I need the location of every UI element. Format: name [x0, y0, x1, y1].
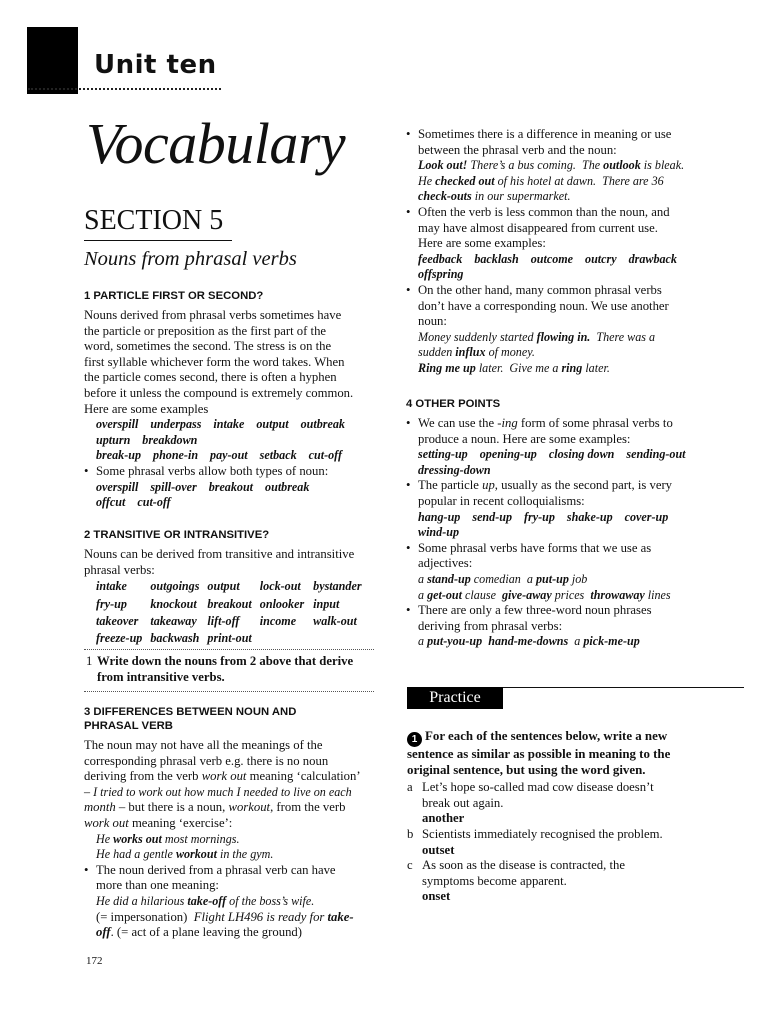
section-subtitle: Nouns from phrasal verbs [84, 248, 297, 270]
given-word: onset [422, 889, 451, 904]
section-title: SECTION 5 [84, 205, 224, 236]
text-line: between the phrasal verb and the noun: [418, 142, 617, 157]
task-box [84, 649, 374, 692]
example-line: He checked out of his hotel at dawn. There are 36 [418, 173, 664, 188]
text-line: work out meaning ‘exercise’: [84, 815, 233, 830]
text-line: • Sometimes there is a difference in meaning or use [418, 127, 672, 141]
example-line: Ring me up later. Give me a ring later. [418, 360, 610, 375]
unit-marker-block [27, 27, 78, 94]
example-line: check-outs in our supermarket. [418, 189, 571, 204]
example-row: break-up phone-in pay-out setback cut-off [96, 448, 342, 463]
table-row: fry-up knockout breakout onlooker input [96, 596, 340, 611]
item-letter: a [407, 780, 413, 795]
text-line: original sentence, but using the word given. [407, 762, 646, 777]
section-2-paragraph [84, 547, 384, 578]
text-line: may have almost disappeared from current use. [418, 220, 658, 235]
table-row: takeover takeaway lift-off income walk-out [96, 614, 357, 629]
table-row: freeze-up backwash print-out [96, 630, 252, 645]
section-1 [84, 290, 384, 511]
text-line: Nouns derived from phrasal verbs sometimes have [84, 308, 342, 322]
table-row: intake outgoings output lock-out bystander [96, 579, 362, 594]
given-word: outset [422, 842, 455, 857]
section-underline [84, 240, 232, 241]
list-item [407, 780, 747, 827]
text-line: (= impersonation) Flight LH496 is ready for take- [96, 909, 354, 924]
text-line: word, sometimes the second. The stress is on the [84, 339, 332, 354]
right-column-notes [406, 127, 746, 377]
text-line: first syllable whichever form the word takes. When [84, 354, 345, 369]
bullet-item [406, 416, 746, 478]
example-line: a get-out clause give-away prices throwaway lines [418, 587, 671, 602]
text-line: symptoms become apparent. [422, 873, 567, 888]
text-line: adjectives: [418, 556, 473, 571]
section-4 [406, 398, 746, 650]
section-2 [84, 529, 384, 647]
text-line: • On the other hand, many common phrasal verbs [418, 282, 662, 297]
example-row: overspill spill-over breakout outbreak [96, 479, 310, 494]
text-line: Nouns can be derived from transitive and intransitive [84, 547, 355, 561]
text-line: more than one meaning: [96, 878, 219, 893]
unit-title: Unit ten [94, 50, 217, 80]
text-line: corresponding phrasal verb e.g. there is no noun [84, 753, 329, 768]
text-line: • We can use the -ing form of some phrasal verbs to [418, 416, 673, 430]
section-3 [84, 706, 384, 941]
text-line: produce a noun. Here are some examples: [418, 431, 631, 446]
example-line: He did a hilarious take-off of the boss’s wife. [96, 893, 315, 908]
text-line: • The noun derived from a phrasal verb can have [96, 862, 336, 877]
example-row: offcut cut-off [96, 495, 171, 510]
section-1-heading: 1 PARTICLE FIRST OR SECOND? [84, 290, 264, 302]
example-row: setting-up opening-up closing down sending-out [418, 447, 686, 462]
text-line: popular in recent colloquialisms: [418, 493, 585, 508]
dotted-rule [28, 88, 221, 90]
page-number: 172 [86, 955, 103, 967]
text-line: • There are only a few three-word noun phrases [418, 603, 652, 618]
example-line: He had a gentle workout in the gym. [96, 847, 274, 862]
practice-label: Practice [407, 687, 503, 709]
example-row: wind-up [418, 525, 459, 540]
text-line: 1 For each of the sentences below, write a new [407, 729, 747, 747]
section-1-paragraph [84, 308, 384, 417]
text-line: noun: [418, 314, 447, 329]
practice-instruction [407, 729, 747, 778]
text-line: – I tried to work out how much I needed to live on each [84, 784, 352, 799]
bullet-item [406, 603, 746, 650]
bullet-item [406, 478, 746, 540]
text-line: Here are some examples [84, 401, 209, 416]
bullet-item [406, 127, 746, 205]
task-text [84, 654, 374, 685]
section-2-heading: 2 TRANSITIVE OR INTRANSITIVE? [84, 529, 270, 541]
text-line: • The particle up, usually as the second part, is very [418, 478, 673, 493]
section-3-paragraph [84, 738, 384, 832]
text-line: As soon as the disease is contracted, the [422, 858, 625, 873]
example-row: upturn breakdown [96, 432, 198, 447]
text-line: sentence as similar as possible in meaning to the [407, 747, 671, 761]
bullet-item [84, 863, 384, 941]
example-row: offspring [418, 267, 464, 282]
text-line: don’t have a corresponding noun. We use another [418, 298, 669, 313]
list-item [407, 858, 747, 905]
text-line: month – but there is a noun, workout, from the verb [84, 800, 346, 815]
example-row: feedback backlash outcome outcry drawback [418, 251, 677, 266]
item-letter: c [407, 858, 413, 873]
practice-section [407, 729, 747, 905]
text-line: 3 DIFFERENCES BETWEEN NOUN AND [84, 706, 297, 718]
example-line: Look out! There’s a bus coming. The outlook is bleak. [418, 158, 685, 173]
example-line: a put-you-up hand-me-downs a pick-me-up [418, 634, 640, 649]
section-4-heading: 4 OTHER POINTS [406, 398, 501, 410]
example-row: dressing-down [418, 462, 491, 477]
text-line: from intransitive verbs. [97, 669, 225, 684]
example-line: He works out most mornings. [96, 831, 240, 846]
noun-table [96, 578, 363, 646]
exercise-number-badge: 1 [407, 732, 422, 747]
text-line: Here are some examples: [418, 236, 546, 251]
text-line: deriving from the verb work out meaning ‘calculation’ [84, 769, 361, 784]
example-line: sudden influx of money. [418, 345, 535, 360]
bullet-item [406, 283, 746, 377]
text-line: off. (= act of a plane leaving the ground) [96, 925, 302, 940]
list-item [407, 827, 747, 858]
task-number: 1 [86, 654, 93, 668]
text-line: Scientists immediately recognised the problem. [422, 826, 663, 841]
text-line: before it unless the compound is extremely common. [84, 385, 354, 400]
example-line: Money suddenly started flowing in. There was a [418, 329, 656, 344]
text-line: the particle comes second, there is often a hyphen [84, 370, 337, 385]
example-row: overspill underpass intake output outbreak [96, 417, 345, 432]
text-line: • Often the verb is less common than the noun, and [418, 204, 670, 219]
bullet-item [406, 205, 746, 283]
section-3-heading [84, 706, 384, 732]
text-line: Let’s hope so-called mad cow disease doesn’t [422, 780, 654, 795]
page-title: Vocabulary [86, 111, 346, 176]
text-line: The noun may not have all the meanings of the [84, 738, 323, 752]
text-line: the particle or preposition as the first part of the [84, 323, 327, 338]
example-row: hang-up send-up fry-up shake-up cover-up [418, 509, 669, 524]
text-line: phrasal verbs: [84, 562, 155, 577]
given-word: another [422, 811, 465, 826]
bullet-item: • Some phrasal verbs allow both types of noun: [84, 464, 384, 480]
text-line: • Some phrasal verbs have forms that we use as [418, 540, 652, 555]
text-line: break out again. [422, 795, 504, 810]
text-line: deriving from phrasal verbs: [418, 618, 563, 633]
text-line: PHRASAL VERB [84, 720, 173, 732]
bullet-item [406, 541, 746, 603]
example-line: a stand-up comedian a put-up job [418, 571, 588, 586]
text-line: Write down the nouns from 2 above that derive [97, 654, 354, 668]
practice-rule [503, 687, 744, 688]
item-letter: b [407, 826, 414, 841]
